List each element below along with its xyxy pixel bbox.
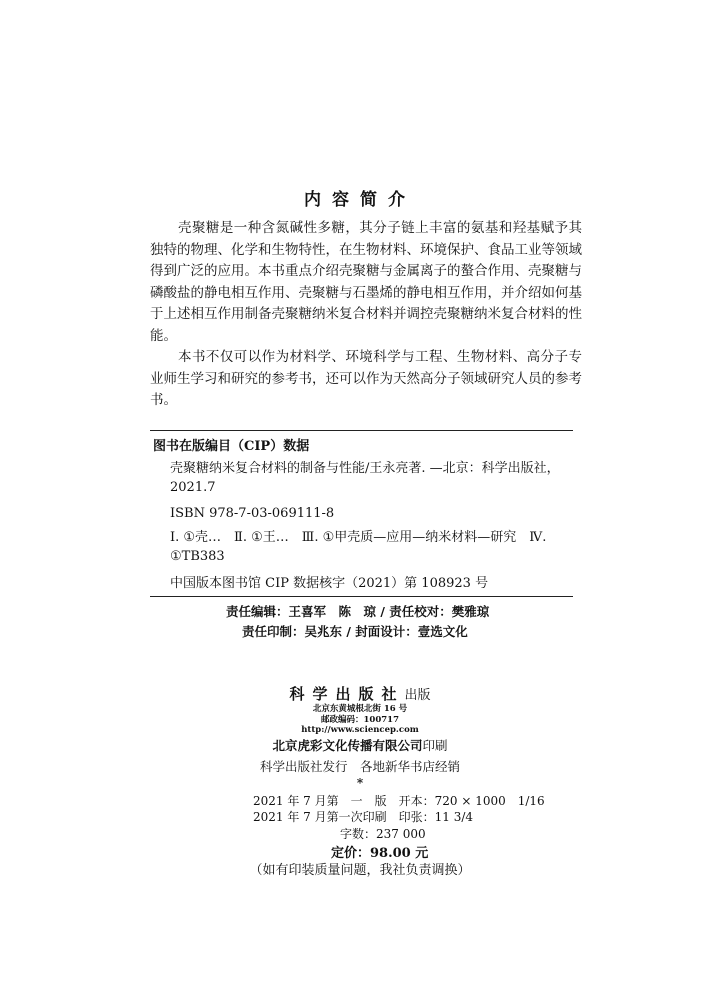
separator-star: * (356, 776, 364, 790)
publisher-suffix: 出版 (404, 688, 431, 703)
publisher-line (0, 683, 720, 704)
editors-text-2: 责任印制：吴兆东 / 封面设计：壹选文化 (242, 624, 468, 639)
summary-paragraph-2: 本书不仅可以作为材料学、环境科学与工程、生物材料、高分子专业师生学习和研究的参考书，还可以作为天然高分子领域研究人员的参考书。 (150, 349, 582, 408)
printing-line: 2021 年 7 月第一次印刷 印张：11 3/4 (253, 810, 474, 824)
summary-paragraph-1: 壳聚糖是一种含氮碱性多糖，其分子链上丰富的氨基和羟基赋予其独特的物理、化学和生物特性，在生物材料、环境保护、食品工业等领域得到广泛的应用。本书重点介绍壳聚糖与金属离子的螯合作用、壳聚糖与磷酸盐的静电相互作用、壳聚糖与石墨烯的静电相互作用，并介绍如何基于上述相互作用制备壳聚糖纳米复合材料并调控壳聚糖纳米复合材料的性能。 (150, 220, 582, 344)
price: 定价：98.00 元 (331, 846, 429, 861)
distribution-line: 科学出版社发行 各地新华书店经销 (259, 759, 460, 774)
cip-core-data: 中国版本图书馆 CIP 数据核字（2021）第 108923 号 (170, 576, 489, 591)
cip-isbn: ISBN 978-7-03-069111-8 (170, 506, 335, 521)
quality-notice: （如有印装质量问题，我社负责调换） (249, 863, 471, 878)
publisher-website: http://www.sciencep.com (301, 725, 419, 735)
printer-line (0, 736, 720, 754)
publisher-brand: 科学出版社 (289, 685, 405, 703)
cip-bottom-divider (150, 596, 573, 597)
cip-heading: 图书在版编目（CIP）数据 (153, 439, 310, 454)
publisher-address: 北京东黄城根北街 16 号 (312, 704, 408, 714)
word-count: 字数：237 000 (340, 827, 426, 841)
summary-text (150, 218, 582, 412)
cip-top-divider (150, 430, 573, 431)
edition-line: 2021 年 7 月第 一 版 开本：720 × 1000 1/16 (253, 794, 545, 808)
editors-text-1: 责任编辑：王喜军 陈 琼 / 责任校对：樊雅琼 (226, 604, 490, 619)
cip-classification: Ⅰ. ①壳… Ⅱ. ①王… Ⅲ. ①甲壳质—应用—纳米材料—研究 Ⅳ. ①TB383 (170, 530, 547, 564)
summary-title: 内容简介 (304, 190, 416, 210)
publisher-postcode: 邮政编码：100717 (321, 715, 399, 725)
cip-title-line: 壳聚糖纳米复合材料的制备与性能/王永亮著. —北京：科学出版社，2021.7 (170, 461, 560, 495)
printer-brand: 北京虎彩文化传播有限公司 (272, 738, 423, 753)
printer-suffix: 印刷 (422, 738, 448, 753)
